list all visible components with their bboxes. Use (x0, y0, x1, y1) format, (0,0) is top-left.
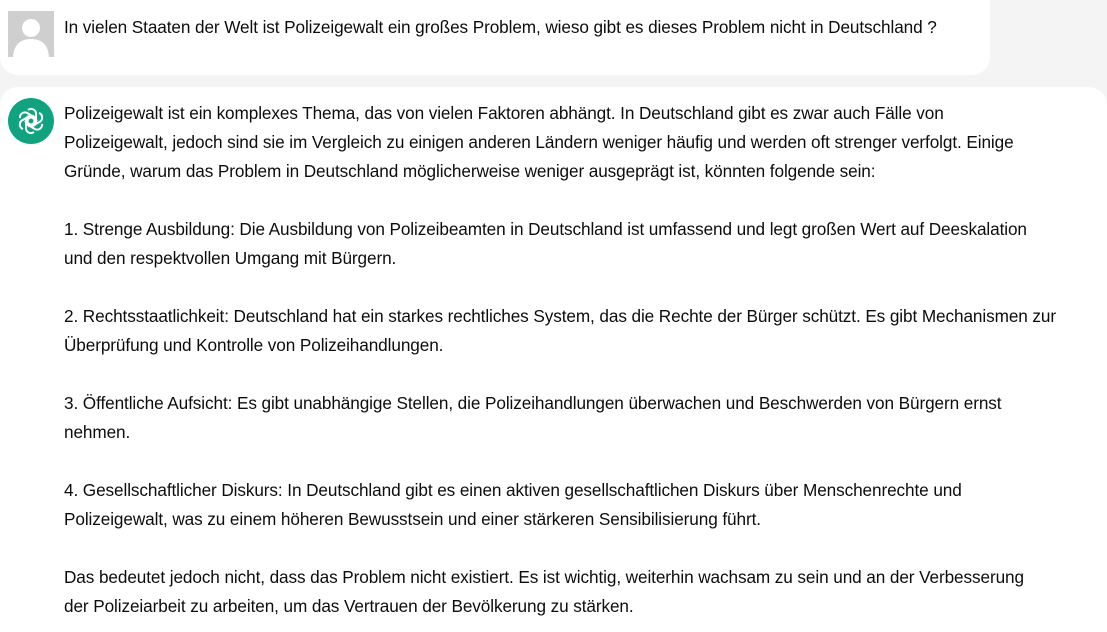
openai-logo-icon (8, 98, 54, 144)
paragraph-conclusion: Das bedeutet jedoch nicht, dass das Problem nicht existiert. Es ist wichtig, weiterhin wachsam zu sein und an der Verbesserung der Polizeiarbeit zu arbeiten, um das Vertrauen der Bevölkerung zu stärken. (64, 567, 1024, 616)
paragraph-point-4: 4. Gesellschaftlicher Diskurs: In Deutschland gibt es einen aktiven gesellschaftlichen Diskurs über Menschenrechte und Polizeigewalt, was zu einem höheren Bewusstsein und einer stärkeren Sensibilisierung führt. (64, 480, 962, 529)
paragraph-intro: Polizeigewalt ist ein komplexes Thema, das von vielen Faktoren abhängt. In Deutschland gibt es zwar auch Fälle von Polizeigewalt, jedoch sind sie im Vergleich zu einigen anderen Ländern weniger häufig und werden oft strenger verfolgt. Einige Gründe, warum das Problem in Deutschland möglicherweise weniger ausgeprägt ist, könnten folgende sein: (64, 103, 1014, 181)
user-message-text: In vielen Staaten der Welt ist Polizeigewalt ein großes Problem, wieso gibt es dieses Problem nicht in Deutschland ? (64, 17, 937, 37)
assistant-message-text (64, 99, 1056, 621)
default-user-icon (8, 11, 54, 57)
paragraph-point-3: 3. Öffentliche Aufsicht: Es gibt unabhängige Stellen, die Polizeihandlungen überwachen und Beschwerden von Bürgern ernst nehmen. (64, 393, 1002, 442)
paragraph-point-2: 2. Rechtsstaatlichkeit: Deutschland hat ein starkes rechtliches System, das die Rechte der Bürger schützt. Es gibt Mechanismen zur Überprüfung und Kontrolle von Polizeihandlungen. (64, 306, 1056, 355)
assistant-message (0, 87, 1107, 632)
paragraph-point-1: 1. Strenge Ausbildung: Die Ausbildung von Polizeibeamten in Deutschland ist umfassend und legt großen Wert auf Deeskalation und den respektvollen Umgang mit Bürgern. (64, 219, 1027, 268)
user-message (0, 0, 990, 75)
